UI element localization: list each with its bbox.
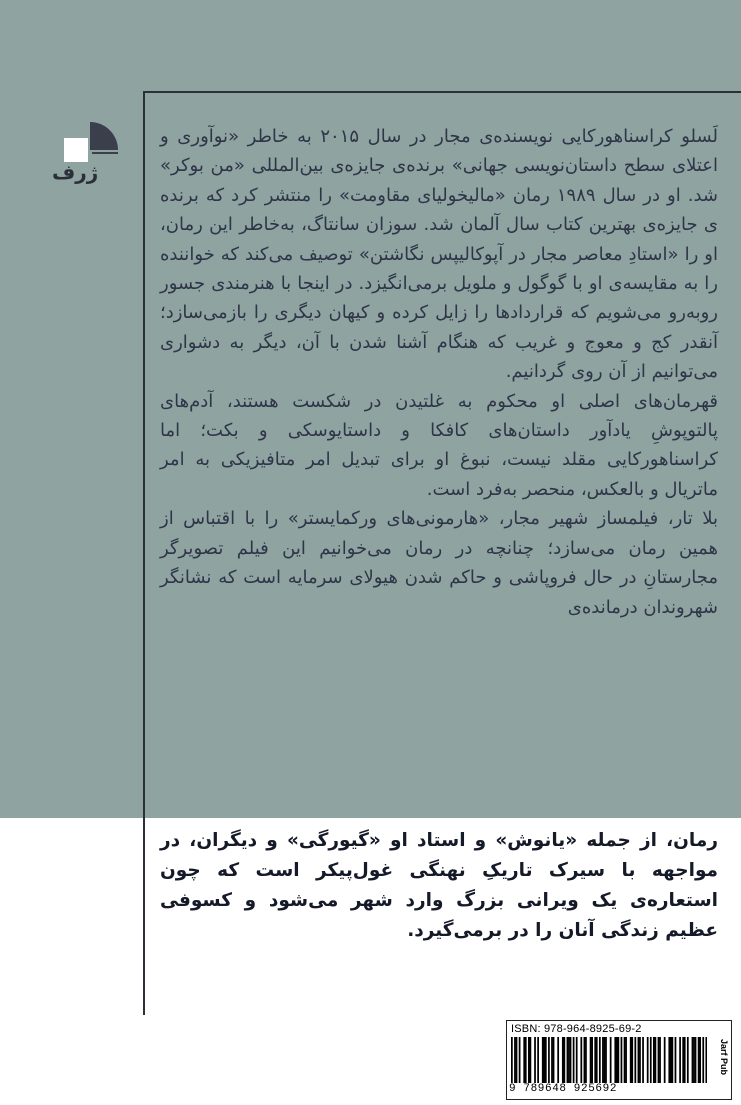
publisher-imprint: Jarf Pub bbox=[719, 1039, 729, 1076]
blurb-paragraph-1: لَسلو کراسناهورکایی نویسنده‌ی مجار در سال ۲۰۱۵ به خاطر «نوآوری و اعتلای سطح داستان‌نویسی جهانی» برنده‌ی جایزه‌ی بین‌المللی «من بوکر» شد. او در سال ۱۹۸۹ رمان «مالیخولیای مقاومت» را منتشر کرد که برنده ی جایزه‌ی بهترین کتاب سال آلمان شد. سوزان سانتاگ، به‌خاطر این رمان، او را «استادِ معاصر مجار در آپوکالیپس نگاشتن» توصیف می‌کند که خواننده را به مقایسه‌ی او با گوگول و ملویل برمی‌انگیزد. در اینجا با هنرمندی جسور روبه‌رو می‌شویم که قراردادها را زایل کرده و کیهان دیگری را بازمی‌سازد؛ آنقدر کج و معوج و غریب که هنگام آشنا شدن با آن، دیگر به دشواری می‌توانیم از آن روی گردانیم. bbox=[160, 126, 719, 383]
isbn-barcode bbox=[506, 1020, 732, 1100]
publisher-logo bbox=[52, 118, 128, 188]
isbn-label: ISBN: 978-964-8925-69-2 bbox=[511, 1023, 642, 1035]
back-cover-blurb bbox=[160, 122, 718, 622]
publisher-logo-text: ژرف bbox=[52, 160, 99, 184]
barcode-digits: 9 789648 925692 bbox=[509, 1083, 618, 1095]
blurb-paragraph-3-lower: رمان، از جمله «یانوش» و استاد او «گیورگی» و دیگران، در مواجهه با سیرک تاریکِ نهنگی غول‌پیکر است که چون استعاره‌ی یک ویرانی بزرگ وارد شهر می‌شود و کسوفی عظیم زندگی آنان را در برمی‌گیرد. bbox=[160, 830, 718, 941]
barcode-bars bbox=[511, 1037, 707, 1083]
blurb-paragraph-3-upper: بلا تار، فیلمساز شهیر مجار، «هارمونی‌های ورکمایستر» را با اقتباس از همین رمان می‌سازد؛ چنانچه در رمان می‌خوانیم این فیلم تصویرگر مجارستانِ در حال فروپاشی و حاکم شدن هیولای سرمایه است که نشانگر شهروندان درمانده‌ی bbox=[160, 508, 718, 618]
blurb-paragraph-2: قهرمان‌های اصلی او محکوم به غلتیدن در شکست هستند، آدم‌های پالتوپوشِ یادآور داستان‌های کافکا و داستایوسکی و بکت؛ اما کراسناهورکایی مقلد نیست، نبوغ او برای تبدیل امر متافیزیکی به امر ماتریال و بالعکس، منحصر به‌فرد است. bbox=[160, 390, 718, 500]
